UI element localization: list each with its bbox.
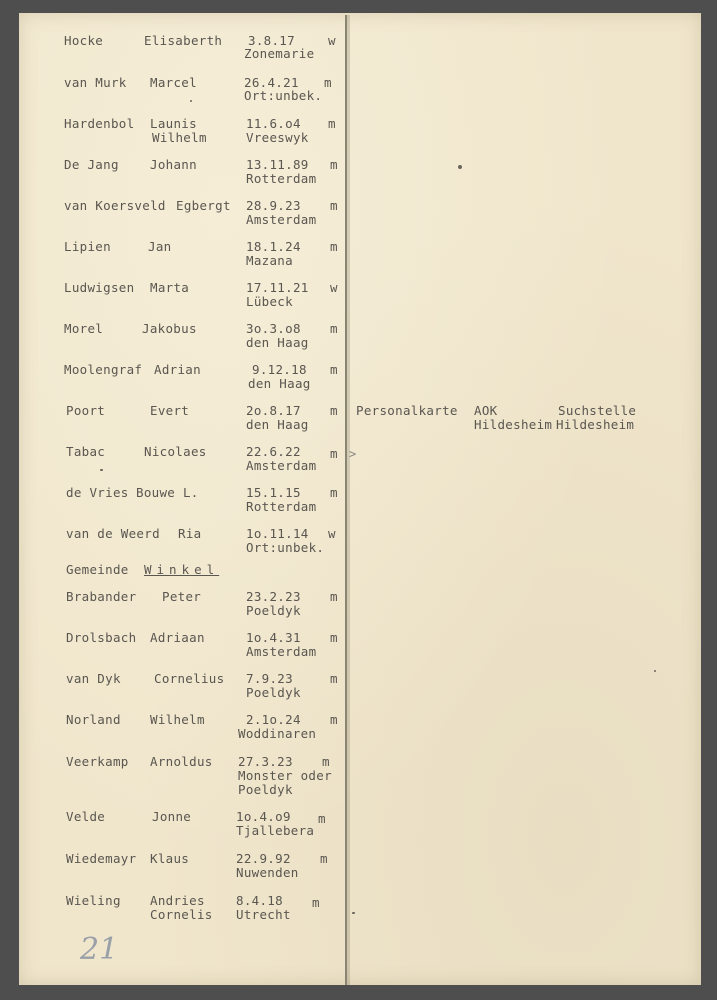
entry-place: den Haag (246, 335, 309, 350)
handwritten-page-number: 21 (80, 932, 119, 967)
entry-given: Jan (148, 239, 172, 254)
note-aok: AOK (474, 403, 498, 418)
entry-date: 7.9.23 (246, 671, 293, 686)
entry-date: 18.1.24 (246, 239, 301, 254)
entry-date: 3.8.17 (248, 33, 295, 48)
entry-given: Andries (150, 893, 205, 908)
entry-sex: m (330, 157, 338, 172)
paper-speck (190, 100, 192, 102)
entry-surname: van de Weerd (66, 526, 160, 541)
entry-date: 1o.11.14 (246, 526, 309, 541)
entry-date: 1o.4.o9 (236, 809, 291, 824)
entry-date: 9.12.18 (252, 362, 307, 377)
entry-sex: m (330, 485, 338, 500)
entry-place: Amsterdam (246, 212, 317, 227)
entry-given: Adrian (154, 362, 201, 377)
entry-place: Amsterdam (246, 458, 317, 473)
entry-surname: Wiedemayr (66, 851, 137, 866)
entry-place: Poeldyk (246, 603, 301, 618)
entry-surname: Norland (66, 712, 121, 727)
entry-sex: w (328, 526, 336, 541)
entry-given: Wilhelm (150, 712, 205, 727)
entry-sex: m (330, 630, 338, 645)
entry-surname: Hardenbol (64, 116, 135, 131)
entry-date: 17.11.21 (246, 280, 309, 295)
entry-given: Ria (178, 526, 202, 541)
entry-sex: m (330, 321, 338, 336)
entry-surname: Moolengraf (64, 362, 143, 377)
entry-surname: Ludwigsen (64, 280, 135, 295)
entry-surname: van Koersveld (64, 198, 166, 213)
entry-given: Cornelius (154, 671, 225, 686)
entry-sex: m (330, 239, 338, 254)
entry-given-2: Cornelis (150, 907, 213, 922)
entry-place: Utrecht (236, 907, 291, 922)
note-suchstelle: Suchstelle (558, 403, 637, 418)
section-header-place: Winkel (144, 562, 220, 577)
entry-surname: Drolsbach (66, 630, 137, 645)
entry-sex: m (322, 754, 330, 769)
paper-speck (100, 469, 103, 471)
entry-place: den Haag (246, 417, 309, 432)
entry-date: 23.2.23 (246, 589, 301, 604)
entry-place: Lübeck (246, 294, 293, 309)
note-aok-place: Hildesheim (474, 417, 553, 432)
entry-place: Vreeswyk (246, 130, 309, 145)
entry-date: 2o.8.17 (246, 403, 301, 418)
bracket-mark: > (349, 447, 357, 461)
entry-place: Ort:unbek. (246, 540, 325, 555)
entry-given: Peter (162, 589, 202, 604)
note-personalkarte: Personalkarte (356, 403, 458, 418)
entry-place-2: Poeldyk (238, 782, 293, 797)
entry-place: Rotterdam (246, 171, 317, 186)
entry-place: Zonemarie (244, 46, 315, 61)
entry-place: Amsterdam (246, 644, 317, 659)
entry-sex: m (330, 446, 338, 461)
entry-surname: Brabander (66, 589, 137, 604)
entry-sex: m (324, 75, 332, 90)
entry-sex: m (320, 851, 328, 866)
entry-surname: De Jang (64, 157, 119, 172)
entry-given-2: Wilhelm (152, 130, 207, 145)
entry-given: Klaus (150, 851, 190, 866)
entry-place: Poeldyk (246, 685, 301, 700)
entry-surname: Tabac (66, 444, 106, 459)
entry-given: Nicolaes (144, 444, 207, 459)
entry-given: Bouwe L. (136, 485, 199, 500)
entry-sex: m (312, 895, 320, 910)
entry-sex: m (328, 116, 336, 131)
entry-sex: m (330, 198, 338, 213)
entry-sex: m (330, 589, 338, 604)
entry-date: 27.3.23 (238, 754, 293, 769)
entry-surname: Veerkamp (66, 754, 129, 769)
entry-given: Evert (150, 403, 190, 418)
paper-speck (458, 165, 462, 169)
entry-place: Ort:unbek. (244, 88, 323, 103)
entry-date: 3o.3.o8 (246, 321, 301, 336)
entry-surname: Morel (64, 321, 104, 336)
entry-date: 15.1.15 (246, 485, 301, 500)
entry-sex: w (328, 33, 336, 48)
entry-given: Egbergt (176, 198, 231, 213)
entry-given: Adriaan (150, 630, 205, 645)
entry-place: Tjallebera (236, 823, 315, 838)
paper-speck (654, 670, 656, 672)
section-header-label: Gemeinde (66, 562, 129, 577)
entry-sex: m (330, 362, 338, 377)
entry-surname: Velde (66, 809, 106, 824)
entry-surname: Hocke (64, 33, 104, 48)
entry-place: Monster oder (238, 768, 332, 783)
entry-date: 8.4.18 (236, 893, 283, 908)
entry-date: 22.9.92 (236, 851, 291, 866)
entry-given: Jakobus (142, 321, 197, 336)
entry-given: Johann (150, 157, 197, 172)
entry-surname: Poort (66, 403, 106, 418)
entry-place: Woddinaren (238, 726, 317, 741)
entry-sex: m (330, 403, 338, 418)
entry-date: 1o.4.31 (246, 630, 301, 645)
entry-surname: Lipien (64, 239, 111, 254)
entry-place: Nuwenden (236, 865, 299, 880)
entry-date: 26.4.21 (244, 75, 299, 90)
entry-place: Rotterdam (246, 499, 317, 514)
entry-given: Elisaberth (144, 33, 223, 48)
entry-surname: van Murk (64, 75, 127, 90)
entry-date: 13.11.89 (246, 157, 309, 172)
entry-given: Arnoldus (150, 754, 213, 769)
entry-surname: Wieling (66, 893, 121, 908)
entry-date: 22.6.22 (246, 444, 301, 459)
note-suchstelle-place: Hildesheim (556, 417, 635, 432)
entry-date: 11.6.o4 (246, 116, 301, 131)
entry-surname: de Vries (66, 485, 129, 500)
paper-speck (352, 912, 355, 914)
entry-sex: m (330, 712, 338, 727)
entry-given: Marcel (150, 75, 197, 90)
entry-given: Launis (150, 116, 197, 131)
entry-sex: m (330, 671, 338, 686)
entry-date: 2.1o.24 (246, 712, 301, 727)
entry-date: 28.9.23 (246, 198, 301, 213)
entry-place: den Haag (248, 376, 311, 391)
entry-sex: m (318, 811, 326, 826)
entry-given: Jonne (152, 809, 192, 824)
fold-shadow (347, 15, 350, 985)
entry-surname: van Dyk (66, 671, 121, 686)
entry-place: Mazana (246, 253, 293, 268)
entry-given: Marta (150, 280, 190, 295)
entry-sex: w (330, 280, 338, 295)
